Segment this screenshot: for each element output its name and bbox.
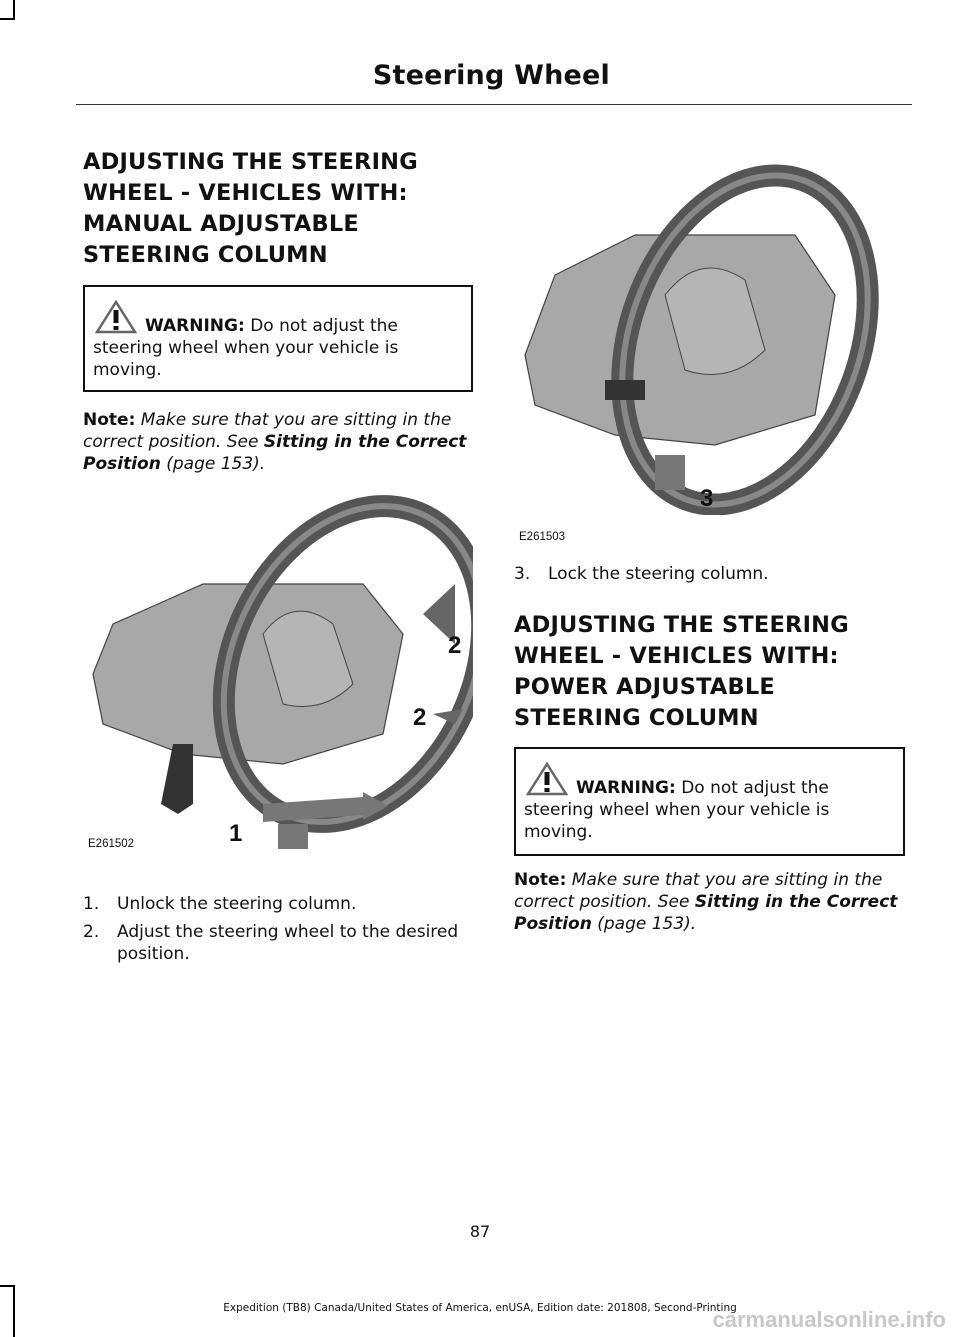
footer-text: Expedition (TB8) Canada/United States of America, enUSA, Edition date: 201808, Second-Printing (223, 1302, 737, 1314)
watermark: carmanualsonline.info (712, 1307, 946, 1332)
heading-line: ADJUSTING THE STEERING (514, 612, 849, 638)
heading-line: STEERING COLUMN (514, 705, 759, 731)
step-text: Unlock the steering column. (117, 894, 357, 914)
step-text: Lock the steering column. (548, 564, 769, 584)
section-manual-heading (83, 147, 479, 271)
note-page: (page 153). (597, 914, 697, 934)
warning-triangle-icon (524, 761, 574, 797)
callout-2-upper: 2 (448, 632, 462, 659)
note-page: (page 153). (166, 454, 266, 474)
note-link[interactable]: Sitting in the Correct Position (83, 432, 467, 474)
warning-box (514, 747, 905, 856)
warning-box (83, 285, 473, 392)
warning-label: WARNING: (576, 778, 676, 798)
list-item (514, 563, 910, 585)
crop-mark-top-left-h (0, 18, 15, 20)
figure-manual-steering (83, 484, 473, 854)
steps-list-manual (83, 893, 479, 971)
warning-text: Do not adjust the steering wheel when your vehicle is moving. (93, 316, 399, 380)
page-header-title: Steering Wheel (372, 60, 610, 91)
list-item (83, 921, 479, 965)
heading-line: POWER ADJUSTABLE (514, 674, 775, 700)
heading-line: STEERING COLUMN (83, 242, 328, 268)
page-number: 87 (469, 1222, 491, 1241)
callout-2-lower: 2 (413, 704, 427, 731)
crop-mark-top-left (13, 0, 15, 20)
step-number: 2. (83, 922, 100, 942)
warning-text: Do not adjust the steering wheel when your vehicle is moving. (524, 778, 830, 842)
note-label: Note: (514, 870, 567, 890)
note-text: Make sure that you are sitting in the correct position. See (514, 870, 883, 912)
step-number: 3. (514, 564, 531, 584)
callout-1: 1 (229, 820, 243, 847)
heading-line: WHEEL - VEHICLES WITH: (83, 180, 408, 206)
steps-list-lock (514, 563, 910, 591)
warning-label: WARNING: (145, 316, 245, 336)
step-text: Adjust the steering wheel to the desired position. (117, 922, 459, 964)
note-text: Make sure that you are sitting in the correct position. See (83, 410, 452, 452)
heading-line: MANUAL ADJUSTABLE (83, 211, 360, 237)
figure-lock-steering (515, 155, 880, 545)
figure-code: E261503 (519, 531, 566, 543)
heading-line: ADJUSTING THE STEERING (83, 149, 418, 175)
heading-line: WHEEL - VEHICLES WITH: (514, 643, 839, 669)
steering-lock-illustration (515, 155, 880, 515)
note-link[interactable]: Sitting in the Correct Position (514, 892, 898, 934)
steering-column-illustration (83, 484, 473, 854)
step-number: 1. (83, 894, 100, 914)
figure-code: E261502 (88, 838, 135, 850)
note-paragraph (83, 409, 479, 475)
warning-triangle-icon (93, 299, 143, 335)
crop-mark-bottom-left-h (0, 1285, 15, 1287)
header-rule (76, 104, 912, 105)
section-power-heading (514, 610, 910, 734)
list-item (83, 893, 479, 915)
note-paragraph (514, 869, 910, 935)
callout-3: 3 (700, 485, 714, 512)
note-label: Note: (83, 410, 136, 430)
